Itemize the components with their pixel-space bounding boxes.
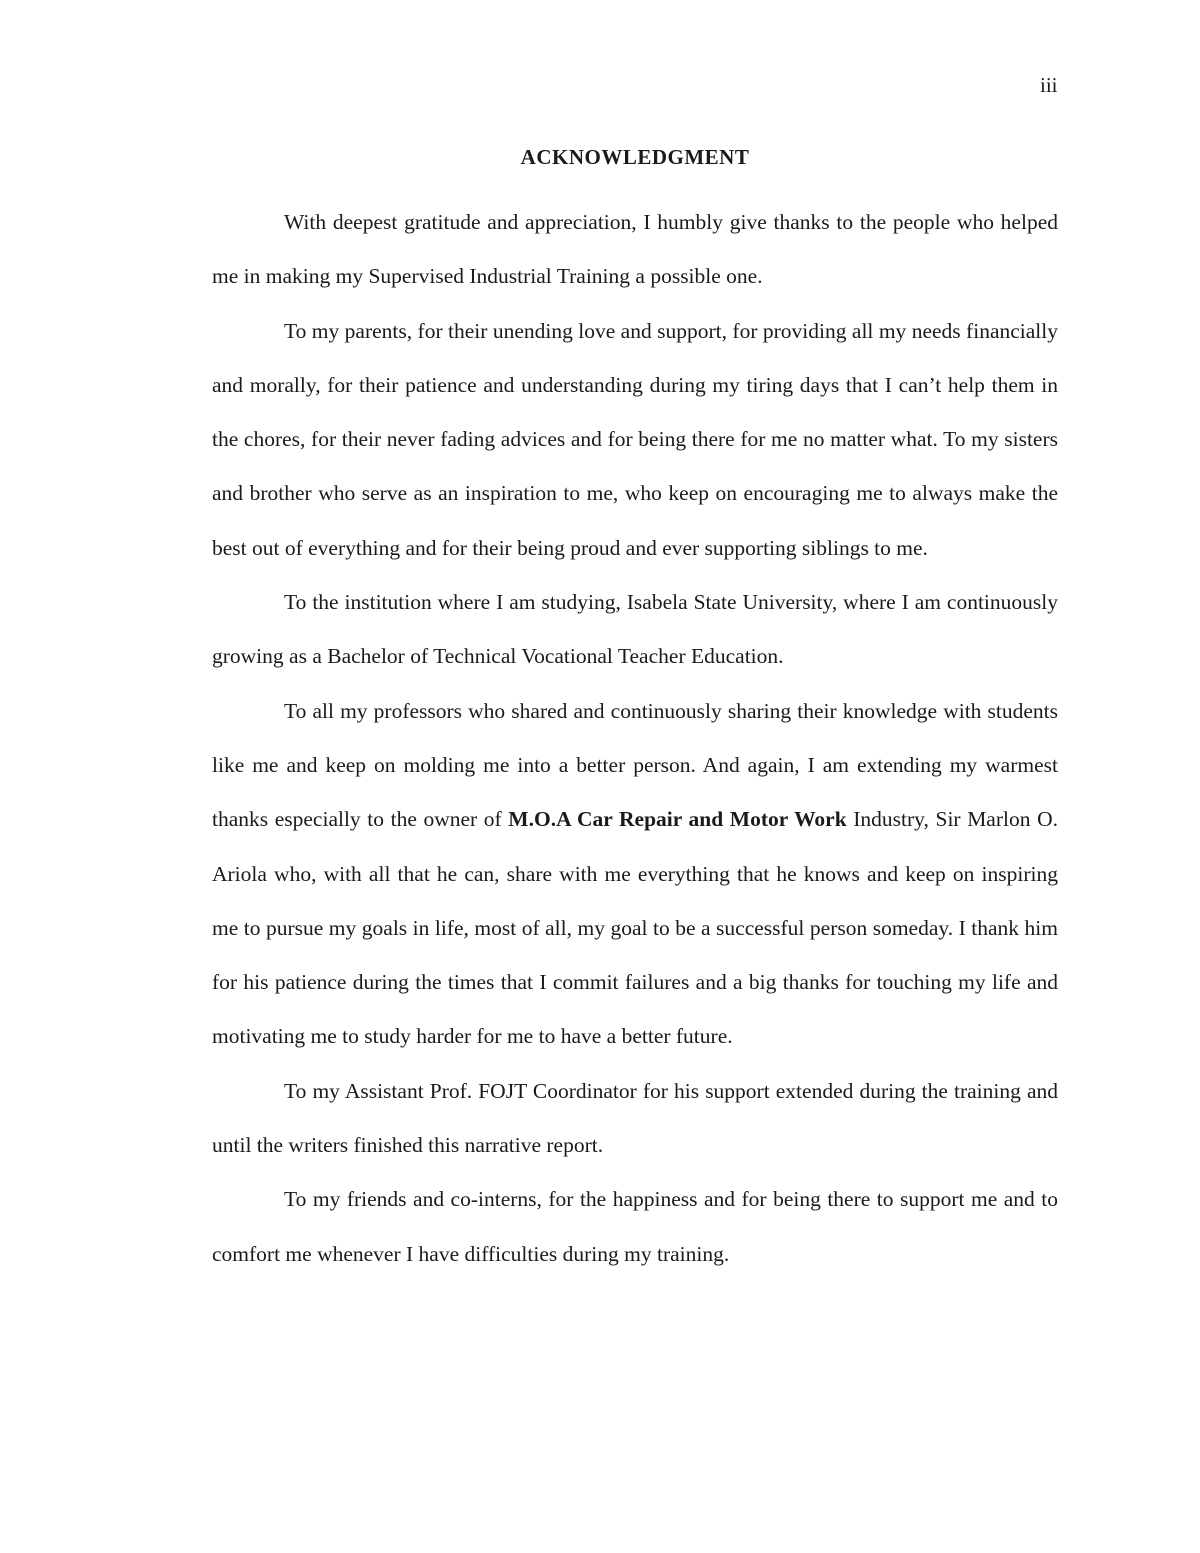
paragraph-friends: To my friends and co-interns, for the happiness and for being there to support me and to comfort me whenever I have difficulties during my training.	[212, 1187, 1058, 1266]
acknowledgment-body	[212, 195, 1058, 1281]
professors-text-start: To all my professors who shared and continuously sharing their knowledge with students like me and keep on molding me into a better person. And again, I am extending my warmest thanks especially to the owner of	[212, 698, 1058, 832]
professors-text-end: Industry, Sir Marlon O. Ariola who, with all that he can, share with me everything that he knows and keep on inspiring me to pursue my goals in life, most of all, my goal to be a successful person someday. I thank him for his patience during the times that I commit failures and a big thanks for touching my life and motivating me to study harder for me to have a better future.	[212, 807, 1058, 1049]
paragraph-institution: To the institution where I am studying, Isabela State University, where I am continuously growing as a Bachelor of Technical Vocational Teacher Education.	[212, 590, 1058, 669]
paragraph-professors	[212, 684, 1058, 1064]
company-name: M.O.A Car Repair and Motor Work	[508, 807, 847, 832]
paragraph-coordinator: To my Assistant Prof. FOJT Coordinator for his support extended during the training and until the writers finished this narrative report.	[212, 1078, 1058, 1158]
paragraph-gratitude: With deepest gratitude and appreciation, I humbly give thanks to the people who helped me in making my Supervised Industrial Training a possible one.	[212, 210, 1058, 289]
page-title: ACKNOWLEDGMENT	[520, 145, 750, 169]
paragraph-parents: To my parents, for their unending love and support, for providing all my needs financially and morally, for their patience and understanding during my tiring days that I can’t help them in the chores, for their never fading advices and for being there for me no matter what. To my sisters and brother who serve as an inspiration to me, who keep on encouraging me to always make the best out of everything and for their being proud and ever supporting siblings to me.	[212, 318, 1058, 560]
page-number: iii	[1040, 73, 1058, 97]
